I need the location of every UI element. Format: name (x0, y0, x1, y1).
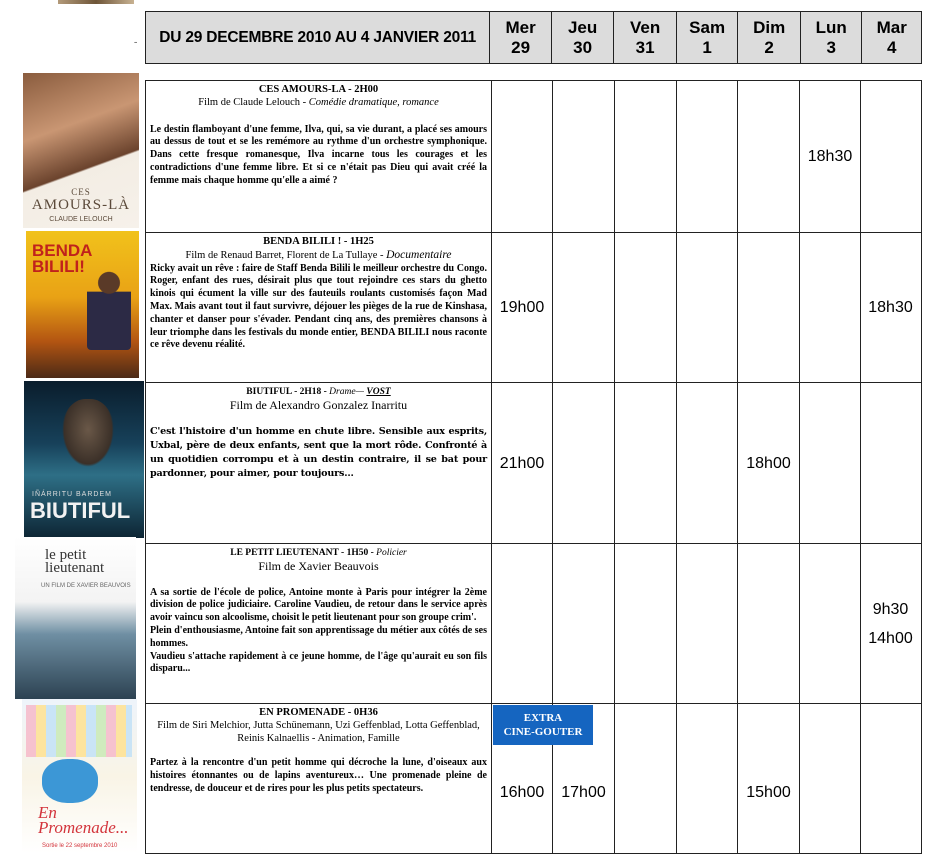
showtime: 21h00 (499, 454, 545, 472)
showtime: 15h00 (746, 784, 791, 801)
day-header-tue (862, 12, 921, 63)
poster-title: BENDA BILILI! (32, 241, 92, 276)
extra-cine-gouter-badge (493, 705, 593, 745)
film-credit: Film de Xavier Beauvois (258, 558, 379, 573)
day-name: Lun (815, 17, 847, 37)
day-name: Jeu (567, 17, 598, 37)
film-description (146, 233, 492, 382)
film-row (146, 383, 921, 544)
film-synopsis: Partez à la rencontre d'un petit homme qui décroche la lune, d'oiseaux aux histoires étonnantes ou de lapins aventureux… Une promenade pleine de tendresse, de douceur et de rires pour les plus petits spectateurs. (150, 757, 487, 794)
showtime-cell (738, 81, 800, 232)
film-title (150, 547, 487, 560)
schedule-grid (145, 80, 922, 854)
film-row (146, 233, 921, 383)
decor-mark: ˍ (134, 33, 138, 44)
poster-biutiful (24, 381, 144, 538)
showtime-cell (800, 383, 861, 543)
film-row (146, 544, 921, 704)
poster-crop-top (58, 0, 134, 4)
showtime-cell (553, 233, 615, 382)
showtime-cell (677, 233, 738, 382)
poster-title-main: AMOURS-LÀ (31, 197, 131, 213)
badge-line: EXTRA (523, 712, 563, 724)
poster-title: BIUTIFUL (30, 498, 131, 523)
showtime: 16h00 (499, 784, 545, 801)
day-name: Sam (689, 17, 726, 37)
showtime: 14h00 (868, 629, 913, 647)
day-num: 1 (702, 37, 712, 57)
film-director: Film de Claude Lelouch - (198, 96, 309, 108)
showtime-cell (492, 544, 553, 703)
poster-houses (26, 705, 132, 757)
day-name: Mar (876, 17, 907, 37)
poster-title: le petit lieutenant (45, 547, 105, 576)
showtime: 18h30 (807, 148, 853, 165)
showtime: 18h30 (868, 299, 913, 316)
showtime-cell (553, 544, 615, 703)
film-description (146, 81, 492, 232)
schedule-header (145, 11, 922, 64)
day-header-fri (614, 12, 677, 63)
synopsis-paragraph: Vaudieu s'attache rapidement à ce jeune homme, de l'âge qu'aurait eu son fils disparu... (150, 650, 487, 675)
poster-subtitle: Sortie le 22 septembre 2010 (42, 843, 118, 849)
poster-benda-bilili (26, 231, 139, 378)
showtime-cell (861, 233, 920, 382)
poster-subtitle: UN FILM DE XAVIER BEAUVOIS (41, 583, 131, 589)
film-genre: Policier (376, 548, 407, 558)
showtime-cell (615, 81, 677, 232)
film-row (146, 704, 921, 853)
showtime-cell (800, 544, 861, 703)
day-header-sat (677, 12, 739, 63)
showtime-cell (800, 81, 861, 232)
showtime-cell (800, 233, 861, 382)
film-synopsis (150, 587, 487, 677)
showtime-cell (492, 81, 553, 232)
day-name: Ven (629, 17, 661, 37)
film-synopsis: Ricky avait un rêve : faire de Staff Benda Bilili le meilleur orchestre du Congo. Roger, enfant des rues, désirait plus que tout rejoindre ces stars du ghetto kinois qui écument la ville sur des fauteuils roulants customisés façon Mad Max. Mais avant tout il faut survivre, déjouer les pièges de la rue de Kinshasa, chanter et danser pour s'évader. Pendant cinq ans, des premières chansons à leur triomphe dans les festivals du monde entier, BENDA BILILI nous raconte ce rêve devenu réalité. (150, 262, 487, 351)
showtime-cell (861, 544, 920, 703)
showtime-cell (553, 81, 615, 232)
date-range: DU 29 DECEMBRE 2010 AU 4 JANVIER 2011 (146, 12, 490, 63)
day-num: 30 (573, 37, 593, 57)
film-row (146, 81, 921, 233)
badge-line: CINE-GOUTER (503, 726, 583, 738)
film-title: BENDA BILILI ! - 1H25 (263, 236, 374, 247)
film-description (146, 704, 492, 853)
day-num: 2 (764, 37, 774, 57)
showtime-cell (615, 544, 677, 703)
showtime-cell (738, 233, 800, 382)
showtime-cell (553, 383, 615, 543)
film-title-text: LE PETIT LIEUTENANT - 1H50 - (230, 548, 377, 558)
day-header-wed (490, 12, 552, 63)
film-genre: Comédie dramatique, romance (308, 96, 439, 108)
poster-title-pre: CES (71, 187, 91, 197)
film-synopsis: C'est l'histoire d'un homme en chute libre. Sensible aux esprits, Uxbal, père de deux enfants, sent que la mort rôde. Confronté à un quotidien corrompu et à un destin contraire, il se bat pour pardonner, pour aimer, pour toujours… (150, 425, 487, 479)
film-synopsis: Le destin flamboyant d'une femme, Ilva, qui, sa vie durant, a placé ses amours au dessus de tout et se les remémore au rythme d'un orchestre symphonique. Dans cette fresque romanesque, Ilva incarne tous les courages et les contradictions d'une femme libre. Et si ce n'était pas Dieu qui avait créé la femme mais chaque homme qu'elle a aimé ? (150, 123, 487, 186)
showtime: 19h00 (499, 299, 545, 316)
poster-title (23, 187, 139, 214)
poster-title: En Promenade... (38, 803, 129, 837)
film-genre: Drame— (329, 387, 367, 397)
film-title: EN PROMENADE - 0H36 (259, 707, 378, 718)
poster-en-promenade (22, 699, 137, 853)
synopsis-paragraph: A sa sortie de l'école de police, Antoine monte à Paris pour intégrer la 2ème division de police judiciaire. Caroline Vaudieu, de retour dans le service après avoir vaincu son alcoolisme, choisit le petit lieutenant pour son groupe crim'. (150, 586, 487, 624)
day-num: 31 (635, 37, 655, 57)
showtime: 18h00 (746, 454, 791, 472)
poster-ces-amours-la (23, 73, 139, 228)
day-header-sun (738, 12, 801, 63)
showtime-cell (861, 383, 920, 543)
showtime-cell (615, 233, 677, 382)
poster-le-petit-lieutenant (15, 537, 136, 699)
showtime: 17h00 (561, 784, 606, 801)
day-name: Mer (505, 17, 536, 37)
day-num: 29 (511, 37, 531, 57)
film-credit: Film de Siri Melchior, Jutta Schünemann, Uzi Geffenblad, Lotta Geffenblad, Reinis Kalnaellis - Animation, Famille (157, 719, 480, 744)
showtime-cell (677, 383, 738, 543)
showtime-cell (677, 544, 738, 703)
showtime-cell (800, 704, 861, 853)
film-title-text: BIUTIFUL - 2H18 - (246, 387, 330, 397)
poster-character (42, 759, 98, 803)
showtime-cell (677, 704, 738, 853)
showtime-cell (492, 383, 553, 543)
poster-face (62, 399, 114, 467)
showtime-cell (615, 704, 677, 853)
poster-subtitle: IÑÁRRITU BARDEM (32, 491, 112, 498)
film-description (146, 383, 492, 543)
day-header-mon (801, 12, 863, 63)
showtime-cell (738, 704, 800, 853)
showtime-cell (738, 544, 800, 703)
poster-subtitle: CLAUDE LELOUCH (49, 216, 113, 223)
showtime-cell (492, 233, 553, 382)
film-credit (150, 97, 487, 110)
showtime-cell (677, 81, 738, 232)
film-credit (150, 249, 487, 263)
showtime-cell (492, 704, 583, 853)
day-name: Dim (753, 17, 786, 37)
showtime: 9h30 (872, 600, 909, 618)
synopsis-paragraph: Plein d'enthousiasme, Antoine fait son apprentissage du métier aux côtés de ses hommes. (150, 624, 487, 649)
poster-figure (87, 266, 131, 350)
film-title: CES AMOURS-LA - 2H00 (258, 84, 379, 95)
film-description (146, 544, 492, 703)
showtime-cell (861, 81, 920, 232)
film-credit: Film de Alexandro Gonzalez Inarritu (229, 397, 408, 412)
day-num: 4 (886, 37, 897, 57)
day-header-thu (552, 12, 615, 63)
showtime-cell (738, 383, 800, 543)
film-genre: Documentaire (386, 248, 452, 261)
showtime-cell (615, 383, 677, 543)
film-director: Film de Renaud Barret, Florent de La Tullaye - (185, 249, 387, 261)
day-num: 3 (826, 37, 836, 57)
film-version: VOST (366, 387, 391, 397)
film-title (150, 386, 487, 399)
showtime-cell (861, 704, 920, 853)
